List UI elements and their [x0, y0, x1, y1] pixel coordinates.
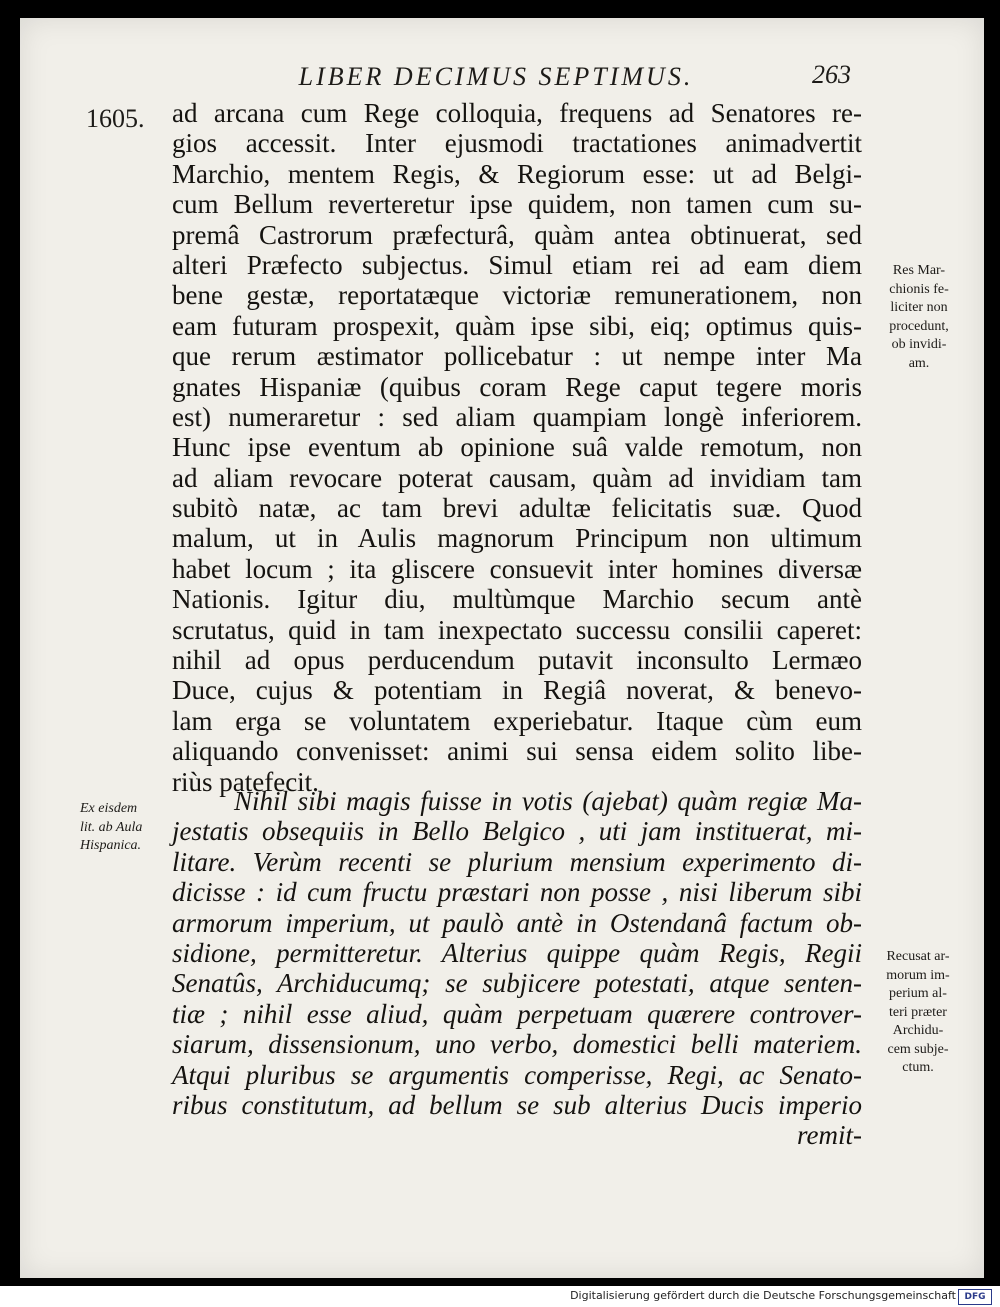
text-line: Marchio, mentem Regis, & Regiorum esse: ut ad Belgi- — [172, 158, 862, 189]
digitization-footer — [0, 1286, 1000, 1307]
margin-note-line: lit. ab Aula — [80, 819, 143, 835]
margin-note-line: teri præter — [889, 1004, 947, 1020]
margin-note-line: chionis fe- — [889, 281, 949, 297]
margin-note-line: Archidu- — [892, 1023, 944, 1038]
text-line: scrutatus, quid in tam inexpectato successu consilii caperet: — [172, 614, 862, 645]
margin-note-line: Recusat ar- — [886, 949, 950, 964]
text-line: ad aliam revocare poterat causam, quàm ad invidiam tam — [172, 462, 862, 493]
margin-note-line: cem subje- — [887, 1041, 949, 1057]
margin-note-line: Hispanica. — [80, 838, 142, 853]
dfg-logo-icon: DFG — [958, 1289, 992, 1305]
margin-note-line: liciter non — [890, 300, 948, 315]
text-line: subitò natæ, ac tam brevi adultæ felicitatis suæ. Quod — [172, 493, 862, 524]
text-line: ribus constitutum, ad bellum se sub alterius Ducis imperio — [172, 1089, 862, 1120]
text-line: est) numeraretur : sed aliam quampiam longè inferiorem. — [172, 401, 862, 432]
text-line: tiæ ; nihil esse aliud, quàm perpetuam quærere controver- — [172, 998, 862, 1029]
text-line: malum, ut in Aulis magnorum Principum non ultimum — [172, 523, 862, 554]
text-line: que rerum æstimator pollicebatur : ut nempe inter Ma — [172, 341, 862, 372]
text-line: nihil ad opus perducendum putavit inconsulto Lermæo — [172, 645, 862, 676]
text-line: cum Bellum reverteretur ipse quidem, non tamen cum su- — [172, 189, 862, 220]
margin-note-line: Ex eisdem — [80, 801, 138, 816]
margin-note-line: ctum. — [902, 1060, 934, 1075]
text-line: habet locum ; ita gliscere consuevit inter homines diversæ — [172, 553, 862, 584]
running-head-title: LIBER DECIMUS SEPTIMUS. — [298, 62, 694, 91]
margin-note-line: Res Mar- — [892, 263, 946, 278]
text-line: aliquando convenisset: animi sui sensa eidem solito libe- — [172, 736, 862, 767]
page-number: 263 — [812, 60, 851, 89]
margin-note-summary-1 — [864, 262, 974, 373]
text-line: siarum, dissensionum, uno verbo, domestici belli materiem. — [172, 1029, 862, 1060]
text-line: armorum imperium, ut paulò antè in Ostendanâ factum ob- — [172, 907, 862, 938]
body-text-roman — [172, 98, 862, 797]
text-line: Duce, cujus & potentiam in Regiâ noverat, & benevo- — [172, 675, 862, 706]
text-line: gnates Hispaniæ (quibus coram Rege caput tegere moris — [172, 371, 862, 402]
text-line: gios accessit. Inter ejusmodi tractationes animadvertit — [172, 128, 862, 159]
text-line: Nationis. Igitur diu, multùmque Marchio secum antè — [172, 584, 862, 615]
text-line: riùs patefecit. — [172, 766, 319, 797]
text-line: remit- — [797, 1120, 862, 1151]
margin-note-summary-2 — [868, 948, 968, 1078]
margin-note-line: morum im- — [886, 967, 950, 983]
text-line: premâ Castrorum præfecturâ, quàm antea obtinuerat, sed — [172, 219, 862, 250]
margin-note-line: am. — [908, 355, 930, 371]
text-line: litare. Verùm recenti se plurium mensium experimento di- — [172, 846, 862, 877]
text-line: alteri Præfecto subjectus. Simul etiam rei ad eam diem — [172, 249, 862, 280]
margin-note-line: procedunt, — [889, 318, 949, 334]
text-line: dicisse : id cum fructu præstari non posse , nisi liberum sibi — [172, 877, 862, 908]
text-line: sidione, permitteretur. Alterius quippe quàm Regis, Regii — [172, 937, 862, 968]
text-line: eam futuram prospexit, quàm ipse sibi, eiq; optimus quis- — [172, 310, 862, 341]
text-line: lam erga se voluntatem experiebatur. Itaque cùm eum — [172, 705, 862, 736]
text-line: Hunc ipse eventum ab opinione suâ valde remotum, non — [172, 432, 862, 463]
text-line: Senatûs, Archiducumq; se subjicere potestati, atque senten- — [172, 968, 862, 999]
body-text-italic — [172, 786, 862, 1151]
text-line: ad arcana cum Rege colloquia, frequens ad Senatores re- — [172, 98, 862, 128]
text-line: Nihil sibi magis fuisse in votis (ajebat) quàm regiæ Ma- — [234, 786, 862, 816]
footer-credit: Digitalisierung gefördert durch die Deutsche Forschungsgemeinschaft — [570, 1289, 956, 1302]
margin-note-line: perium al- — [889, 986, 947, 1001]
margin-note-line: ob invidi- — [891, 337, 947, 352]
text-line: jestatis obsequiis in Bello Belgico , uti jam instituerat, mi- — [172, 816, 862, 847]
text-line: Atqui pluribus se argumentis comperisse, Regi, ac Senato- — [172, 1059, 862, 1090]
margin-year: 1605. — [86, 104, 145, 133]
margin-note-source — [80, 800, 142, 856]
text-line: bene gestæ, reportatæque victoriæ remunerationem, non — [172, 280, 862, 311]
